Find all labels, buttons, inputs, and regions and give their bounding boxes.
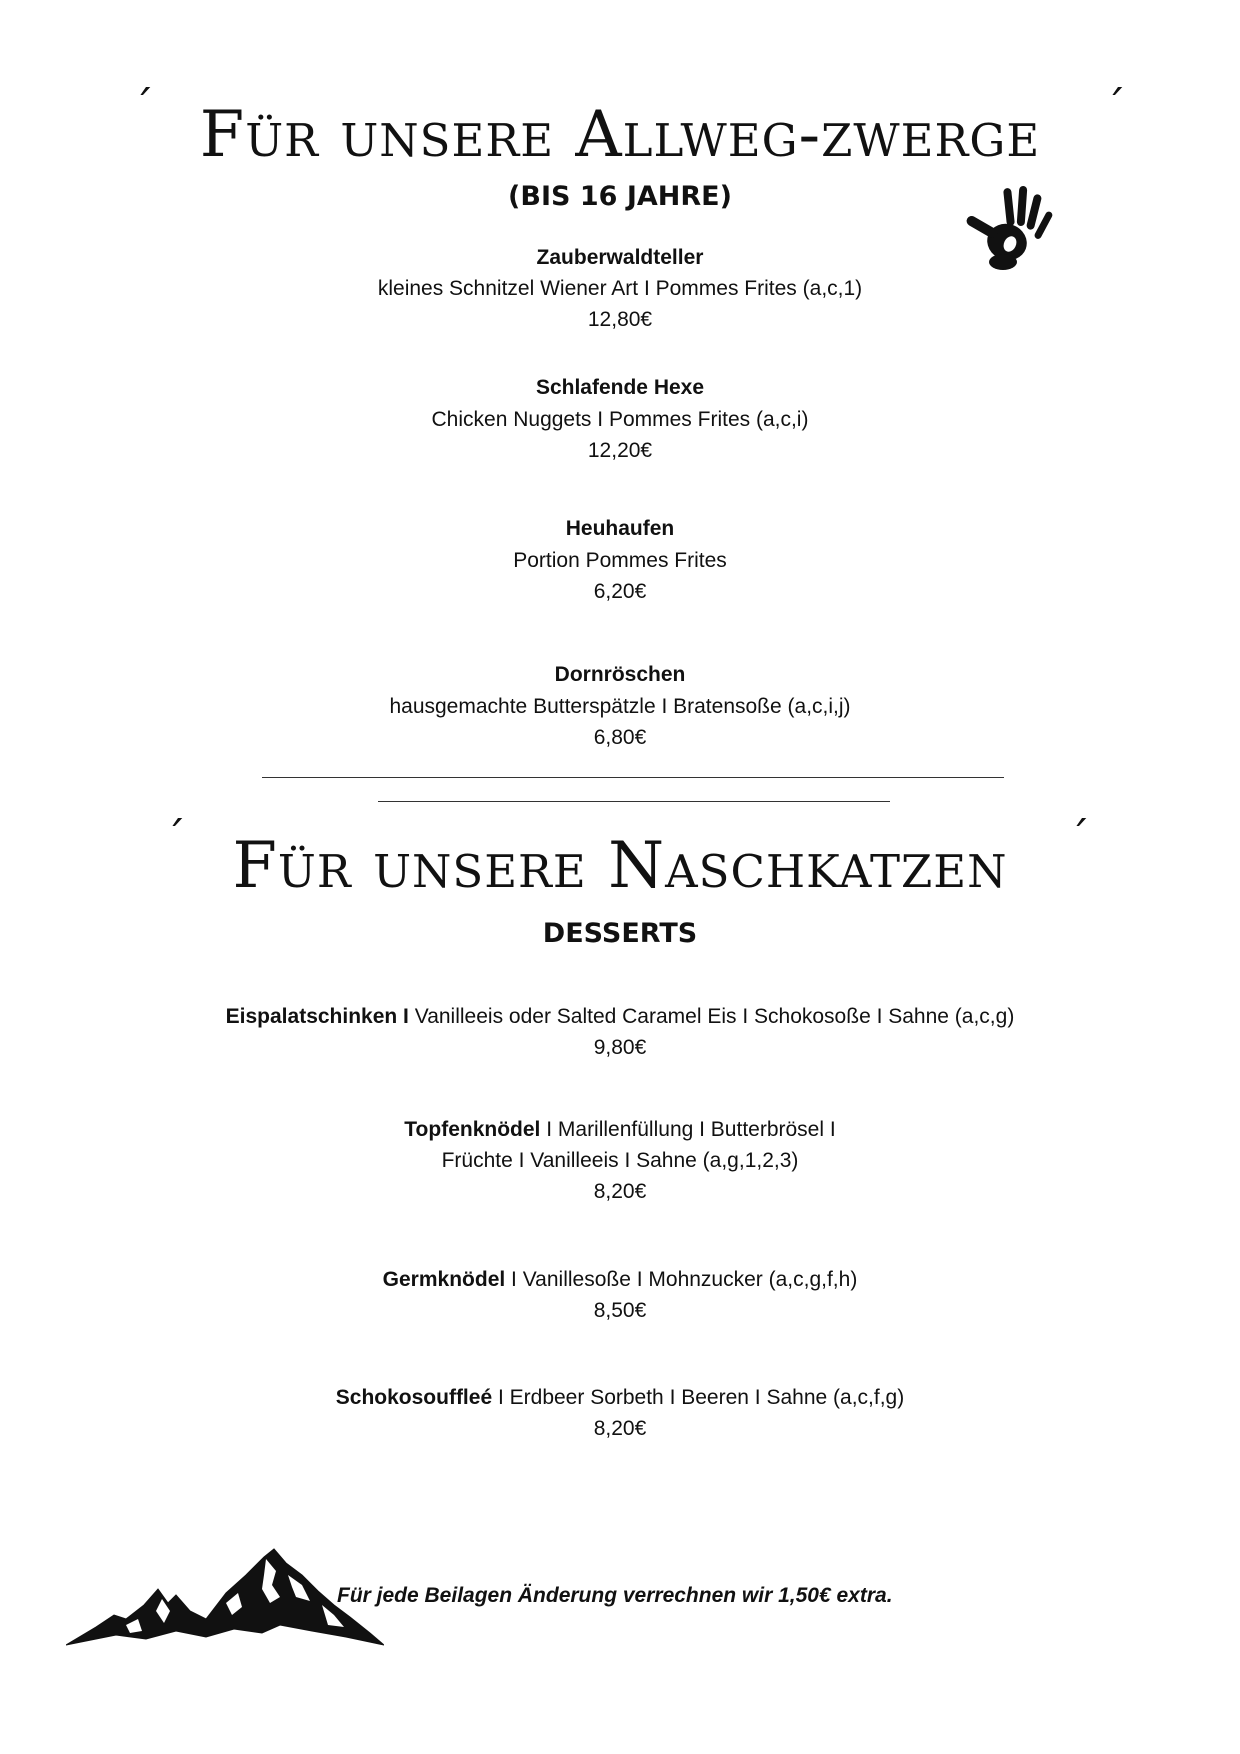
menu-item-price: 12,80€ xyxy=(587,308,653,331)
dessert-desc: Vanilleeis oder Salted Caramel Eis I Schokosoße I Sahne (a,c,g) xyxy=(408,1005,1015,1028)
dessert-price: 9,80€ xyxy=(593,1036,647,1059)
menu-item-name: Heuhaufen xyxy=(565,517,675,540)
dessert-line xyxy=(0,1382,1240,1413)
menu-item-price: 6,80€ xyxy=(593,726,647,749)
footer-note: Für jede Beilagen Änderung verrechnen wir 1,50€ extra. xyxy=(337,1584,893,1607)
dessert-name: Germknödel xyxy=(382,1268,506,1291)
kids-title: Für unsere Allweg-zwerge xyxy=(199,98,1041,172)
menu-item-price: 12,20€ xyxy=(587,439,653,462)
title-accent-right: ´ xyxy=(1104,82,1126,133)
dessert-desc-line2: Früchte I Vanilleeis I Sahne (a,g,1,2,3) xyxy=(441,1149,799,1172)
kids-section xyxy=(0,0,1240,760)
desserts-title: Für unsere Naschkatzen xyxy=(232,829,1008,903)
dessert-name: Eispalatschinken I xyxy=(225,1005,409,1028)
dessert-name: Topfenknödel xyxy=(404,1118,541,1141)
dessert-name: Schokosouffleé xyxy=(335,1386,493,1409)
dessert-price: 8,20€ xyxy=(593,1417,647,1440)
dessert-line xyxy=(0,1001,1240,1032)
dessert-line xyxy=(0,1264,1240,1295)
menu-item-name: Zauberwaldteller xyxy=(536,246,704,269)
dessert-price: 8,20€ xyxy=(593,1180,647,1203)
menu-item-price: 6,20€ xyxy=(593,580,647,603)
title-accent-left: ´ xyxy=(132,82,154,133)
menu-item-desc: Portion Pommes Frites xyxy=(513,549,727,572)
menu-item-name: Schlafende Hexe xyxy=(535,376,705,399)
menu-item-desc: Chicken Nuggets I Pommes Frites (a,c,i) xyxy=(431,408,809,431)
menu-item-name: Dornröschen xyxy=(554,663,686,686)
title-accent-left: ´ xyxy=(164,813,186,864)
dessert-price: 8,50€ xyxy=(593,1299,647,1322)
divider-long xyxy=(262,777,1004,778)
dessert-line xyxy=(0,1114,1240,1145)
menu-item-desc: kleines Schnitzel Wiener Art I Pommes Frites (a,c,1) xyxy=(377,277,863,300)
dessert-desc: I Marillenfüllung I Butterbrösel I xyxy=(540,1118,836,1141)
title-accent-right: ´ xyxy=(1068,813,1090,864)
desserts-subtitle: DESSERTS xyxy=(542,918,698,949)
dessert-desc: I Erdbeer Sorbeth I Beeren I Sahne (a,c,f,g) xyxy=(492,1386,905,1409)
menu-item-desc: hausgemachte Butterspätzle I Bratensoße (a,c,i,j) xyxy=(389,695,851,718)
divider-short xyxy=(378,801,890,802)
dessert-desc: I Vanillesoße I Mohnzucker (a,c,g,f,h) xyxy=(505,1268,858,1291)
kids-subtitle: (BIS 16 JAHRE) xyxy=(508,181,732,212)
